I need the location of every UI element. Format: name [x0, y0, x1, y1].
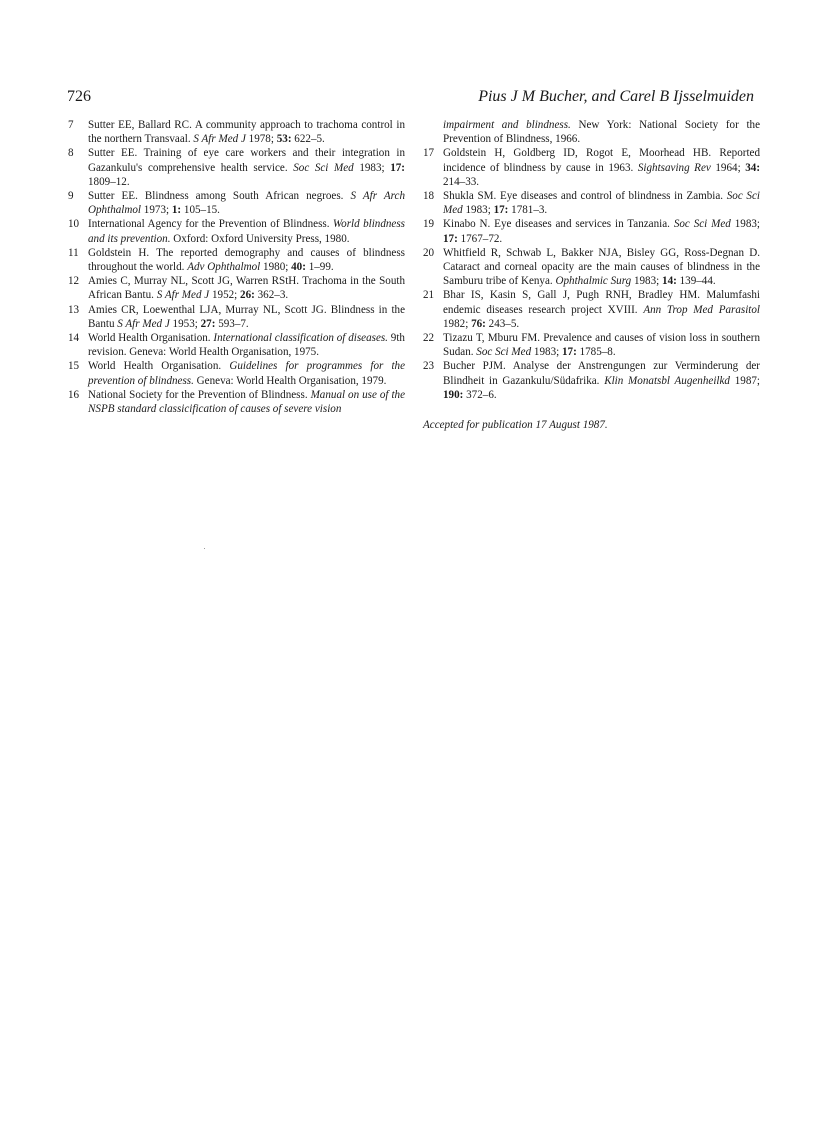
reference-item	[68, 274, 405, 302]
reference-volume: 17:	[390, 161, 405, 174]
reference-volume: 26:	[240, 289, 255, 302]
reference-year: Oxford: Oxford University Press, 1980.	[173, 232, 350, 245]
reference-number: 19	[423, 218, 435, 231]
reference-journal: Ophthalmic Surg	[555, 275, 632, 288]
reference-journal: Adv Ophthalmol	[187, 261, 261, 274]
reference-journal: World blindness and its prevention.	[88, 218, 405, 245]
reference-item	[68, 189, 405, 217]
reference-pages: 1809–12.	[88, 175, 130, 188]
running-head: Pius J M Bucher, and Carel B Ijsselmuiden	[478, 88, 754, 105]
reference-authors: Sutter EE. Blindness among South African negroes.	[88, 190, 344, 203]
reference-year: 9th revision. Geneva: World Health Organisation, 1975.	[88, 332, 405, 359]
reference-volume: 17:	[561, 346, 577, 359]
reference-pages: 593–7.	[218, 317, 249, 330]
reference-pages: 139–44.	[679, 275, 716, 288]
reference-journal: Soc Sci Med	[673, 218, 731, 231]
reference-pages: 105–15.	[183, 204, 220, 217]
reference-volume: 27:	[200, 317, 216, 330]
reference-journal: S Afr Med J	[193, 133, 246, 146]
reference-item	[68, 331, 405, 359]
reference-volume: 17:	[443, 232, 458, 245]
references-left-column	[68, 118, 405, 416]
reference-journal: International classification of diseases.	[213, 332, 388, 345]
reference-journal: S Afr Med J	[156, 289, 210, 302]
reference-volume: 53:	[276, 133, 292, 146]
reference-authors: World Health Organisation.	[88, 360, 222, 373]
reference-journal: Sightsaving Rev	[637, 161, 711, 174]
reference-pages: 372–6.	[466, 388, 497, 401]
reference-item	[423, 146, 760, 189]
reference-item	[423, 359, 760, 402]
reference-journal: Soc Sci Med	[476, 346, 532, 359]
reference-year: 1983;	[633, 275, 660, 288]
reference-authors: Amies C, Murray NL, Scott JG, Warren RStH. Trachoma in the South African Bantu.	[88, 275, 405, 302]
reference-item	[68, 217, 405, 245]
reference-year: 1952;	[211, 289, 238, 302]
reference-journal: impairment and blindness.	[443, 119, 571, 131]
reference-number: 12	[68, 275, 80, 288]
reference-number: 13	[68, 303, 80, 316]
reference-authors: International Agency for the Prevention of Blindness.	[88, 218, 330, 231]
reference-item	[423, 189, 760, 217]
reference-item	[423, 331, 760, 359]
reference-pages: 214–33.	[443, 175, 480, 188]
reference-authors: Whitfield R, Schwab L, Bakker NJA, Bisley GG, Ross-Degnan D. Cataract and corneal opacity are the main causes of blindness in the Samburu tribe of Kenya.	[443, 246, 760, 288]
reference-authors: World Health Organisation.	[88, 332, 211, 345]
reference-item	[423, 217, 760, 245]
reference-number: 23	[423, 360, 435, 373]
reference-number: 21	[423, 289, 435, 302]
reference-authors: Goldstein H, Goldberg ID, Rogot E, Moorhead HB. Reported incidence of blindness by cause in 1963.	[443, 147, 760, 174]
reference-number: 18	[423, 190, 435, 203]
reference-continuation	[423, 118, 760, 146]
reference-item	[68, 388, 405, 416]
reference-volume: 1:	[171, 204, 182, 217]
reference-number: 20	[423, 246, 435, 259]
reference-item	[68, 359, 405, 387]
reference-authors: National Society for the Prevention of Blindness.	[88, 388, 308, 401]
reference-volume: 190:	[443, 388, 464, 401]
reference-authors: Bhar IS, Kasin S, Gall J, Pugh RNH, Bradley HM. Malumfashi endemic diseases research project XVIII.	[443, 289, 760, 316]
reference-pages: 1781–3.	[511, 204, 548, 217]
reference-journal: Guidelines for programmes for the prevention of blindness.	[88, 360, 406, 387]
reference-year: Geneva: World Health Organisation, 1979.	[196, 374, 387, 387]
reference-journal: Soc Sci Med	[443, 190, 760, 217]
reference-year: 1983;	[465, 204, 491, 217]
reference-publisher: New York: National Society for the Prevention of Blindness, 1966.	[443, 119, 760, 146]
reference-volume: 34:	[745, 161, 761, 174]
reference-number: 11	[68, 246, 79, 259]
reference-volume: 76:	[471, 317, 486, 330]
reference-year: 1983;	[359, 161, 385, 174]
reference-authors: Sutter EE, Ballard RC. A community approach to trachoma control in the northern Transvaal.	[88, 119, 405, 146]
reference-year: 1982;	[443, 317, 469, 330]
reference-authors: Tizazu T, Mburu FM. Prevalence and causes of vision loss in southern Sudan.	[443, 332, 760, 359]
reference-number: 9	[68, 190, 74, 203]
stray-mark	[204, 548, 205, 549]
reference-number: 8	[68, 147, 74, 160]
reference-volume: 14:	[662, 275, 677, 288]
reference-journal: S Afr Arch Ophthalmol	[88, 190, 405, 217]
reference-item	[68, 118, 405, 146]
accepted-note: Accepted for publication 17 August 1987.	[423, 419, 608, 432]
reference-pages: 1–99.	[308, 261, 334, 274]
reference-number: 10	[68, 218, 80, 231]
reference-year: 1978;	[248, 133, 274, 146]
reference-year: 1973;	[143, 204, 170, 217]
reference-pages: 243–5.	[488, 317, 520, 330]
reference-year: 1964;	[715, 161, 741, 174]
reference-year: 1983;	[533, 346, 560, 359]
reference-number: 22	[423, 332, 435, 345]
reference-item	[423, 246, 760, 289]
references-right-column	[423, 118, 760, 432]
reference-journal: Klin Monatsbl Augenheilkd	[604, 374, 730, 387]
reference-number: 15	[68, 360, 80, 373]
reference-authors: Shukla SM. Eye diseases and control of blindness in Zambia.	[443, 190, 724, 203]
reference-journal: S Afr Med J	[117, 317, 170, 330]
reference-number: 16	[68, 388, 80, 401]
reference-authors: Sutter EE. Training of eye care workers and their integration in Gazankulu's comprehensive health service.	[88, 147, 405, 174]
reference-item	[68, 146, 405, 189]
reference-year: 1987;	[734, 374, 760, 387]
reference-pages: 362–3.	[257, 289, 289, 302]
reference-journal: Manual on use of the NSPB standard classicification of causes of severe vision	[88, 388, 405, 416]
reference-pages: 622–5.	[294, 133, 325, 146]
reference-authors: Amies CR, Loewenthal LJA, Murray NL, Scott JG. Blindness in the Bantu	[88, 303, 405, 330]
reference-pages: 1785–8.	[579, 346, 616, 359]
reference-number: 14	[68, 332, 80, 345]
reference-year: 1983;	[734, 218, 760, 231]
reference-number: 17	[423, 147, 435, 160]
reference-journal: Soc Sci Med	[293, 161, 354, 174]
reference-item	[68, 303, 405, 331]
reference-authors: Kinabo N. Eye diseases and services in Tanzania.	[443, 218, 670, 231]
reference-year: 1953;	[172, 317, 198, 330]
reference-authors: Goldstein H. The reported demography and causes of blindness throughout the world.	[88, 246, 405, 274]
page-number: 726	[67, 88, 91, 105]
reference-journal: Ann Trop Med Parasitol	[643, 303, 760, 316]
reference-authors: Bucher PJM. Analyse der Anstrengungen zur Verminderung der Blindheit in Gazankulu/Südafrika.	[443, 360, 760, 387]
reference-item	[423, 288, 760, 331]
reference-pages: 1767–72.	[460, 232, 503, 245]
reference-number: 7	[68, 119, 74, 131]
reference-volume: 40:	[291, 261, 306, 274]
reference-item	[68, 246, 405, 274]
reference-volume: 17:	[493, 204, 509, 217]
reference-year: 1980;	[263, 261, 289, 274]
